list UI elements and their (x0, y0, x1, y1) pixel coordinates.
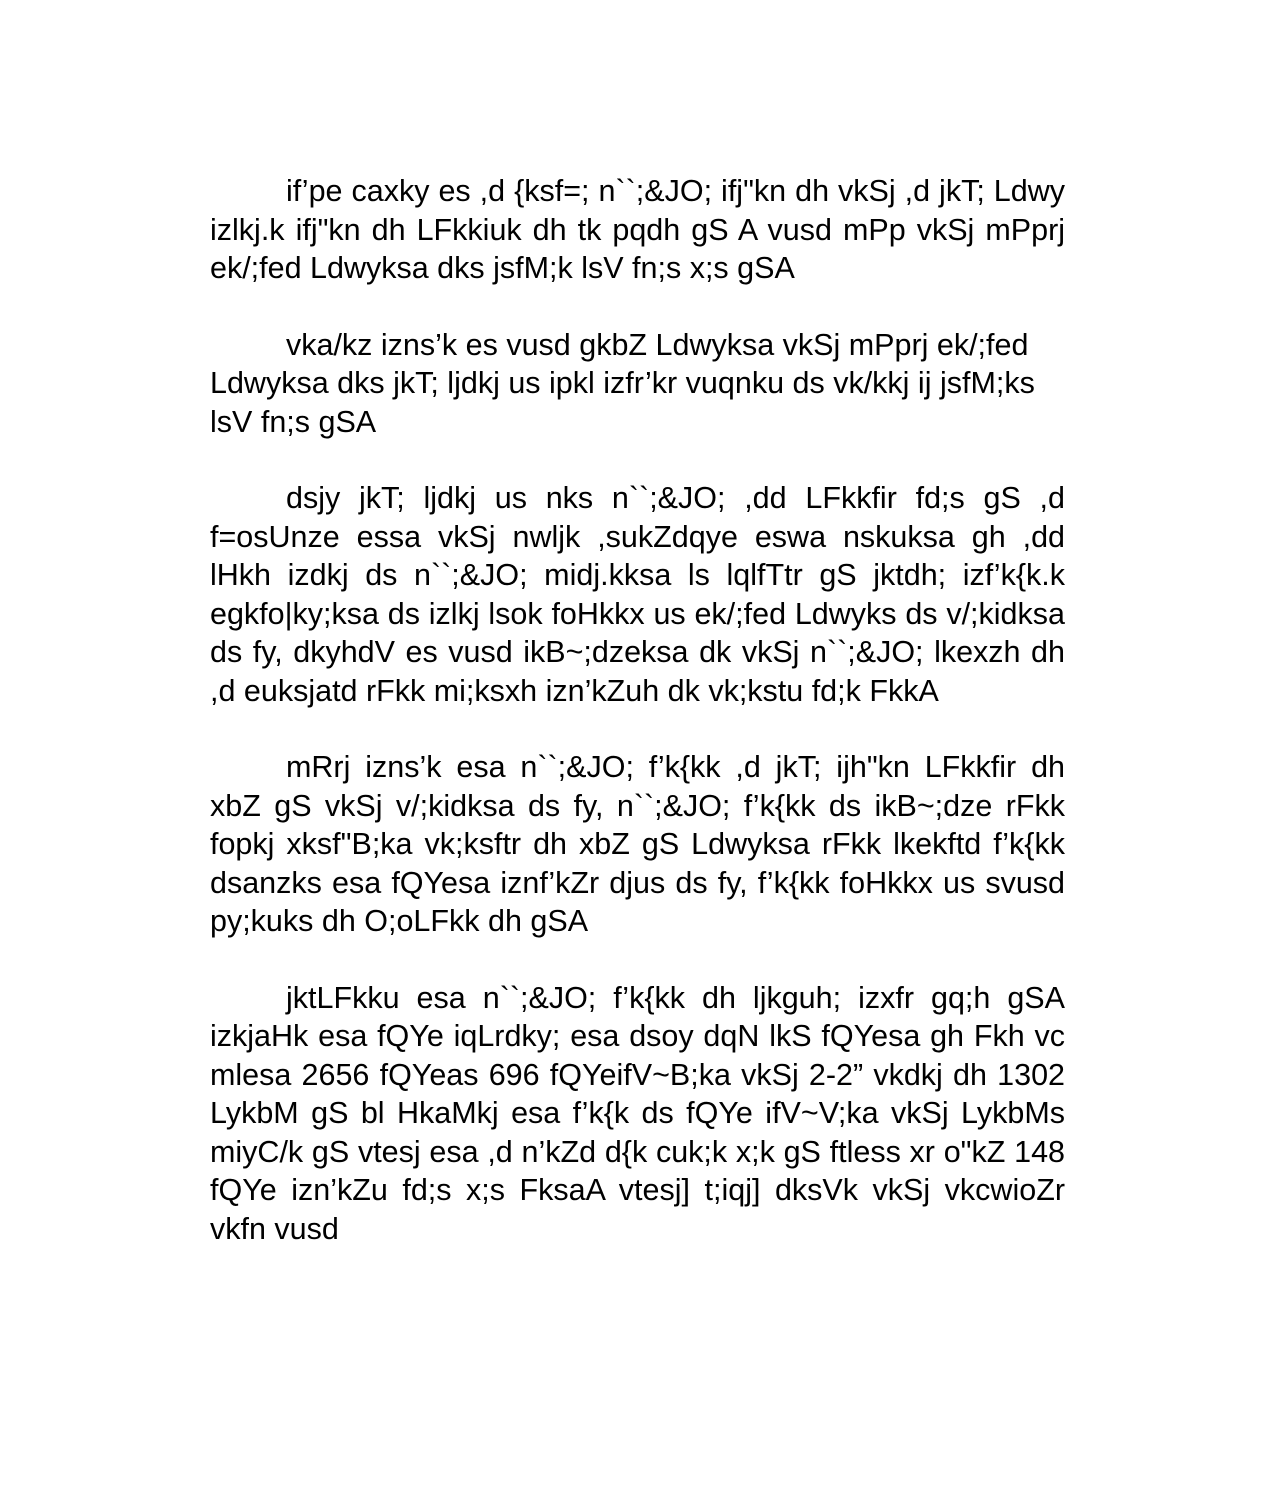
paragraph-2: vka/kz izns’k es vusd gkbZ Ldwyksa vkSj mPprj ek/;fed Ldwyksa dks jkT; ljdkj us ipkl izfr’kr vuqnku ds vk/kkj ij jsfM;ks lsV fn;s gSA (210, 327, 1035, 439)
body-text (210, 172, 1065, 1248)
paragraph-3: dsjy jkT; ljdkj us nks n``;&JO; ,dd LFkkfir fd;s gS ,d f=osUnze essa vkSj nwljk ,sukZdqye eswa nskuksa gh ,dd lHkh izdkj ds n``;&JO; midj.kksa ls lqlfTtr gS jktdh; izf’k{k.k egkfo|ky;ksa ds izlkj lsok foHkkx us ek/;fed Ldwyks ds v/;kidksa ds fy, dkyhdV es vusd ikB~;dzeksa dk vkSj n``;&JO; lkexzh dh ,d euksjatd rFkk mi;ksxh izn’kZuh dk vk;kstu fd;k FkkA (210, 481, 1065, 708)
paragraph-4: mRrj izns’k esa n``;&JO; f’k{kk ,d jkT; ijh"kn LFkkfir dh xbZ gS vkSj v/;kidksa ds fy, n``;&JO; f’k{kk ds ikB~;dze rFkk fopkj xksf"B;ka vk;ksftr dh xbZ gS Ldwyksa rFkk lkekftd f’k{kk dsanzks esa fQYesa iznf’kZr djus ds fy, f’k{kk foHkkx us svusd py;kuks dh O;oLFkk dh gSA (210, 750, 1065, 938)
paragraph-5: jktLFkku esa n``;&JO; f’k{kk dh ljkguh; izxfr gq;h gSA izkjaHk esa fQYe iqLrdky; esa dsoy dqN lkS fQYesa gh Fkh vc mlesa 2656 fQYeas 696 fQYeifV~B;ka vkSj 2-2” vkdkj dh 1302 LykbM gS bl HkaMkj esa f’k{k ds fQYe ifV~V;ka vkSj LykbMs miyC/k gS vtesj esa ,d n’kZd d{k cuk;k x;k gS ftless xr o"kZ 148 fQYe izn’kZu fd;s x;s FksaA vtesj] t;iqj] dksVk vkSj vkcwioZr vkfn vusd (210, 980, 1065, 1246)
paragraph-1: if’pe caxky es ,d {ksf=; n``;&JO; ifj"kn dh vkSj ,d jkT; Ldwy izlkj.k ifj"kn dh LFkkiuk dh tk pqdh gS A vusd mPp vkSj mPprj ek/;fed Ldwyksa dks jsfM;k lsV fn;s x;s gSA (210, 174, 1065, 285)
